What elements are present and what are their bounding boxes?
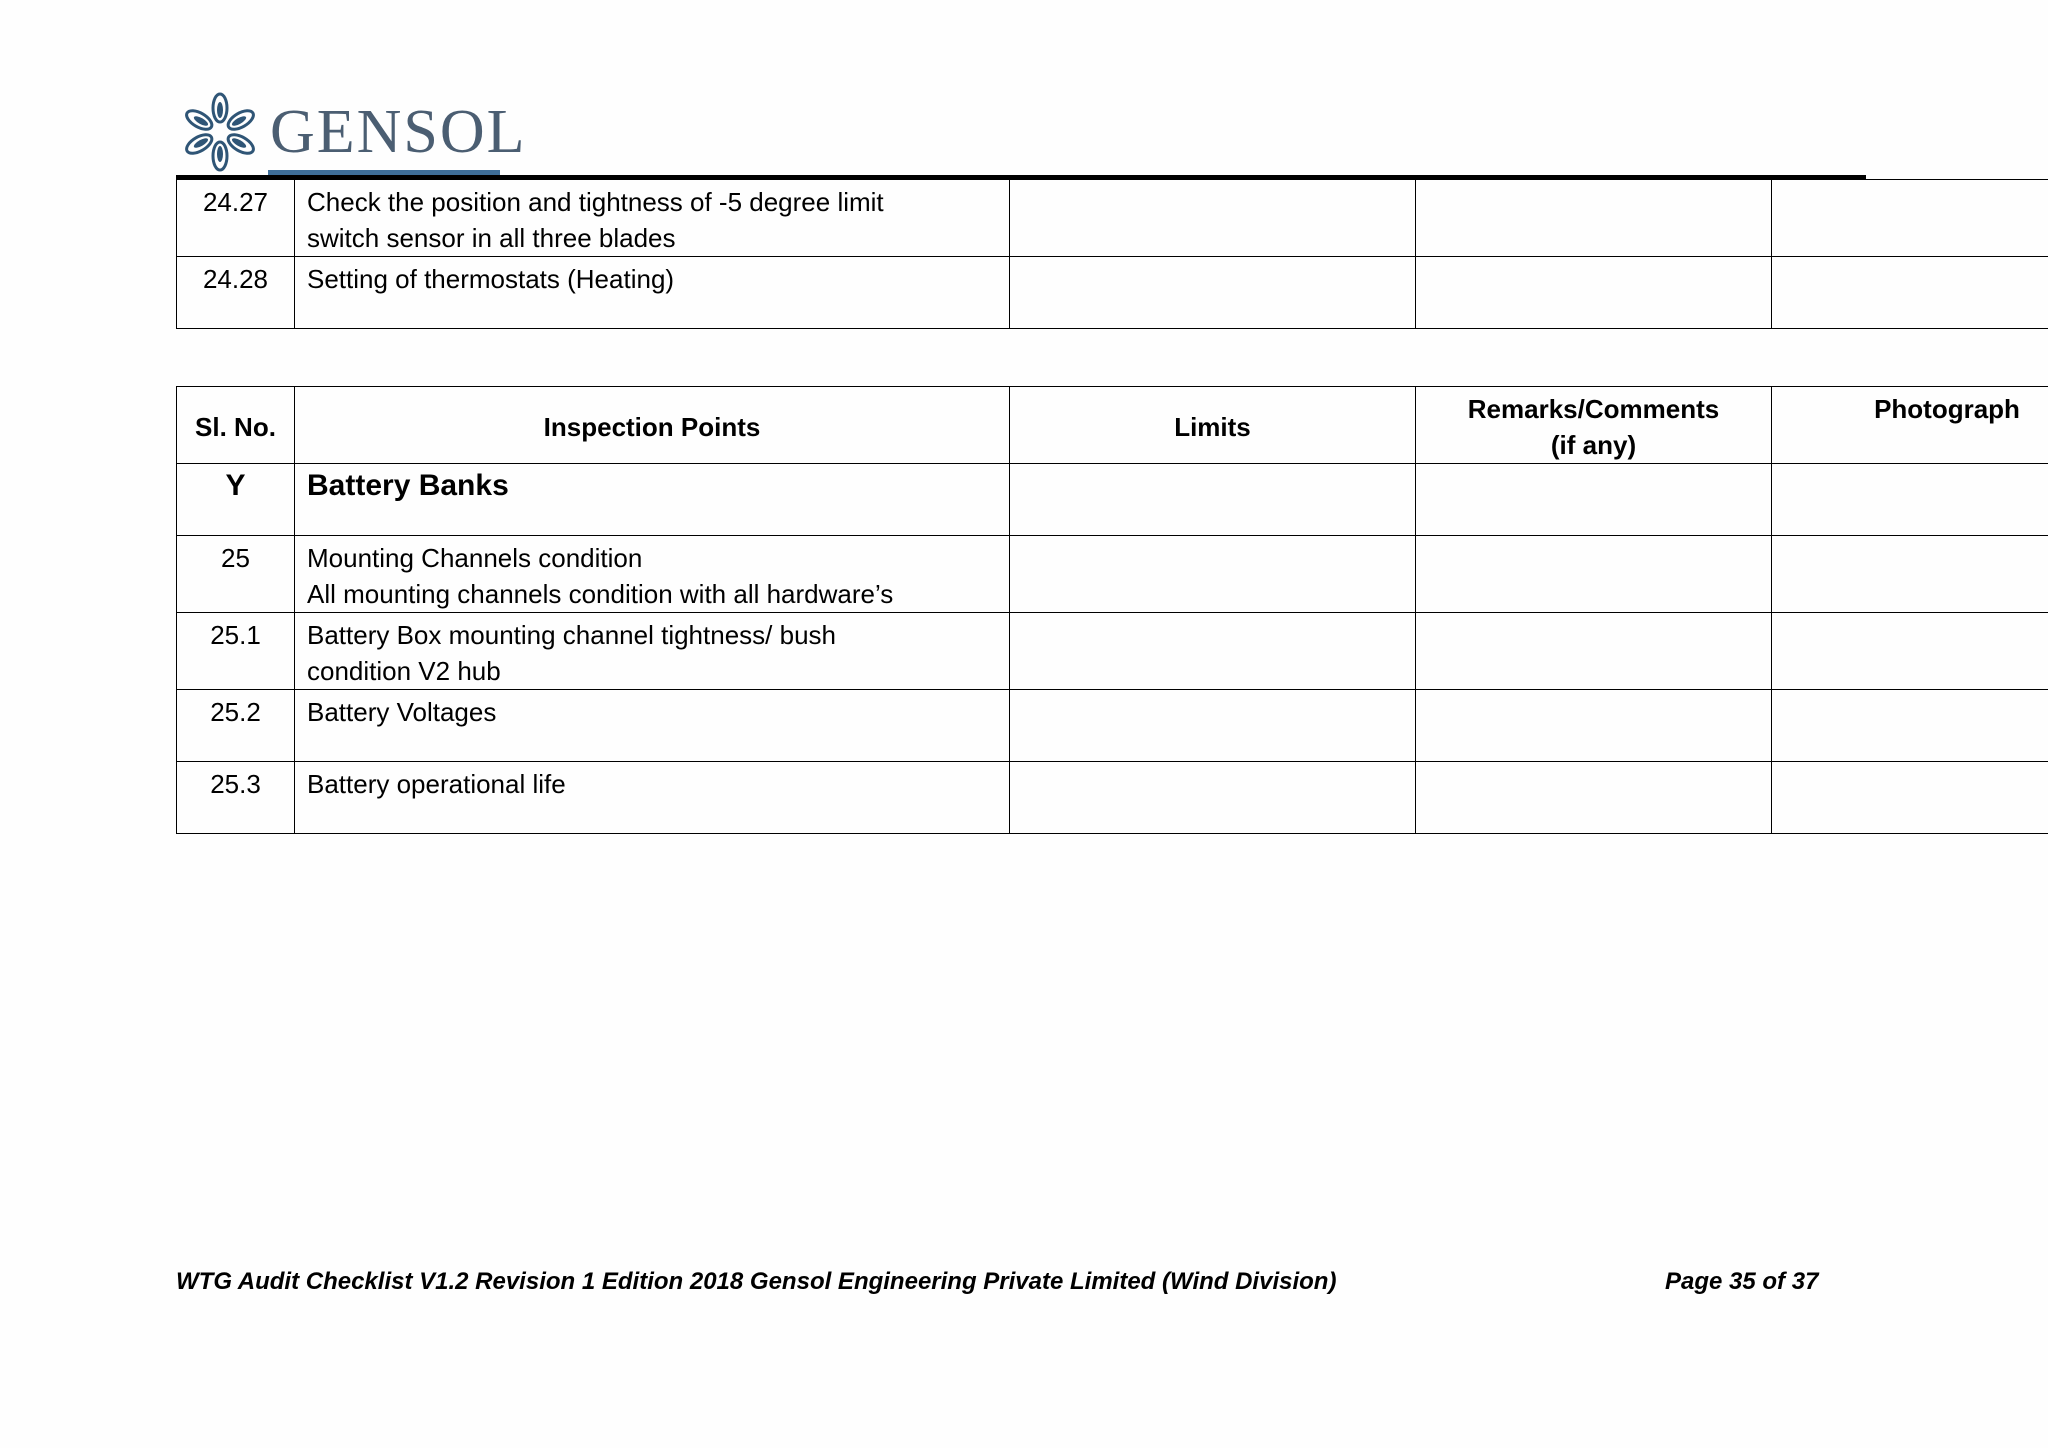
checklist-table-battery-banks — [176, 386, 2048, 834]
limits-cell[interactable] — [1010, 613, 1416, 690]
inspection-point-cell — [295, 536, 1010, 613]
inspection-point-line: Setting of thermostats (Heating) — [307, 264, 675, 294]
table-row — [177, 180, 2048, 257]
header-remarks — [1416, 387, 1772, 464]
limits-cell[interactable] — [1010, 257, 1416, 329]
limits-cell[interactable] — [1010, 762, 1416, 834]
inspection-point-line: condition V2 hub — [307, 656, 501, 686]
header-sl-no: Sl. No. — [177, 387, 295, 464]
photograph-cell[interactable] — [1772, 464, 2048, 536]
section-id: Y — [177, 464, 295, 536]
company-logo — [178, 90, 527, 174]
header-remarks-line1: Remarks/Comments — [1467, 394, 1720, 424]
header-inspection-points: Inspection Points — [295, 387, 1010, 464]
remarks-cell[interactable] — [1416, 536, 1772, 613]
sl-no-cell: 25.1 — [177, 613, 295, 690]
remarks-cell[interactable] — [1416, 180, 1772, 257]
logo-text: GENSOL — [270, 98, 527, 166]
inspection-point-cell — [295, 690, 1010, 762]
limits-cell[interactable] — [1010, 536, 1416, 613]
flower-logo-icon — [178, 90, 262, 174]
inspection-point-line: switch sensor in all three blades — [307, 223, 676, 253]
sl-no-cell: 25 — [177, 536, 295, 613]
page-number: Page 35 of 37 — [1665, 1268, 1819, 1295]
limits-cell[interactable] — [1010, 180, 1416, 257]
header-limits: Limits — [1010, 387, 1416, 464]
table-row — [177, 613, 2048, 690]
inspection-point-cell — [295, 257, 1010, 329]
inspection-point-cell — [295, 762, 1010, 834]
inspection-point-line: Battery operational life — [307, 769, 566, 799]
inspection-point-line: Mounting Channels condition — [307, 543, 643, 573]
table-row — [177, 762, 2048, 834]
checklist-table-continued — [176, 179, 2048, 329]
inspection-point-line: Battery Voltages — [307, 697, 497, 727]
inspection-point-cell — [295, 180, 1010, 257]
photograph-cell[interactable] — [1772, 690, 2048, 762]
remarks-cell[interactable] — [1416, 613, 1772, 690]
section-title: Battery Banks — [295, 464, 1010, 536]
limits-cell[interactable] — [1010, 464, 1416, 536]
header-photograph: Photograph — [1772, 387, 2048, 464]
table-row — [177, 536, 2048, 613]
inspection-point-line: Battery Box mounting channel tightness/ bush — [307, 620, 836, 650]
section-row — [177, 464, 2048, 536]
photograph-cell[interactable] — [1772, 180, 2048, 257]
sl-no-cell: 25.3 — [177, 762, 295, 834]
sl-no-cell: 25.2 — [177, 690, 295, 762]
remarks-cell[interactable] — [1416, 464, 1772, 536]
remarks-cell[interactable] — [1416, 257, 1772, 329]
table-row — [177, 690, 2048, 762]
photograph-cell[interactable] — [1772, 613, 2048, 690]
inspection-point-cell — [295, 613, 1010, 690]
table-header-row — [177, 387, 2048, 464]
table-row — [177, 257, 2048, 329]
remarks-cell[interactable] — [1416, 762, 1772, 834]
photograph-cell[interactable] — [1772, 536, 2048, 613]
photograph-cell[interactable] — [1772, 257, 2048, 329]
inspection-point-line: Check the position and tightness of -5 degree limit — [307, 187, 884, 217]
remarks-cell[interactable] — [1416, 690, 1772, 762]
inspection-point-line: All mounting channels condition with all hardware’s — [307, 579, 894, 609]
header-remarks-line2: (if any) — [1550, 430, 1637, 460]
photograph-cell[interactable] — [1772, 762, 2048, 834]
sl-no-cell: 24.27 — [177, 180, 295, 257]
sl-no-cell: 24.28 — [177, 257, 295, 329]
limits-cell[interactable] — [1010, 690, 1416, 762]
footer-text: WTG Audit Checklist V1.2 Revision 1 Edition 2018 Gensol Engineering Private Limited (Wind Division) — [176, 1268, 1337, 1295]
